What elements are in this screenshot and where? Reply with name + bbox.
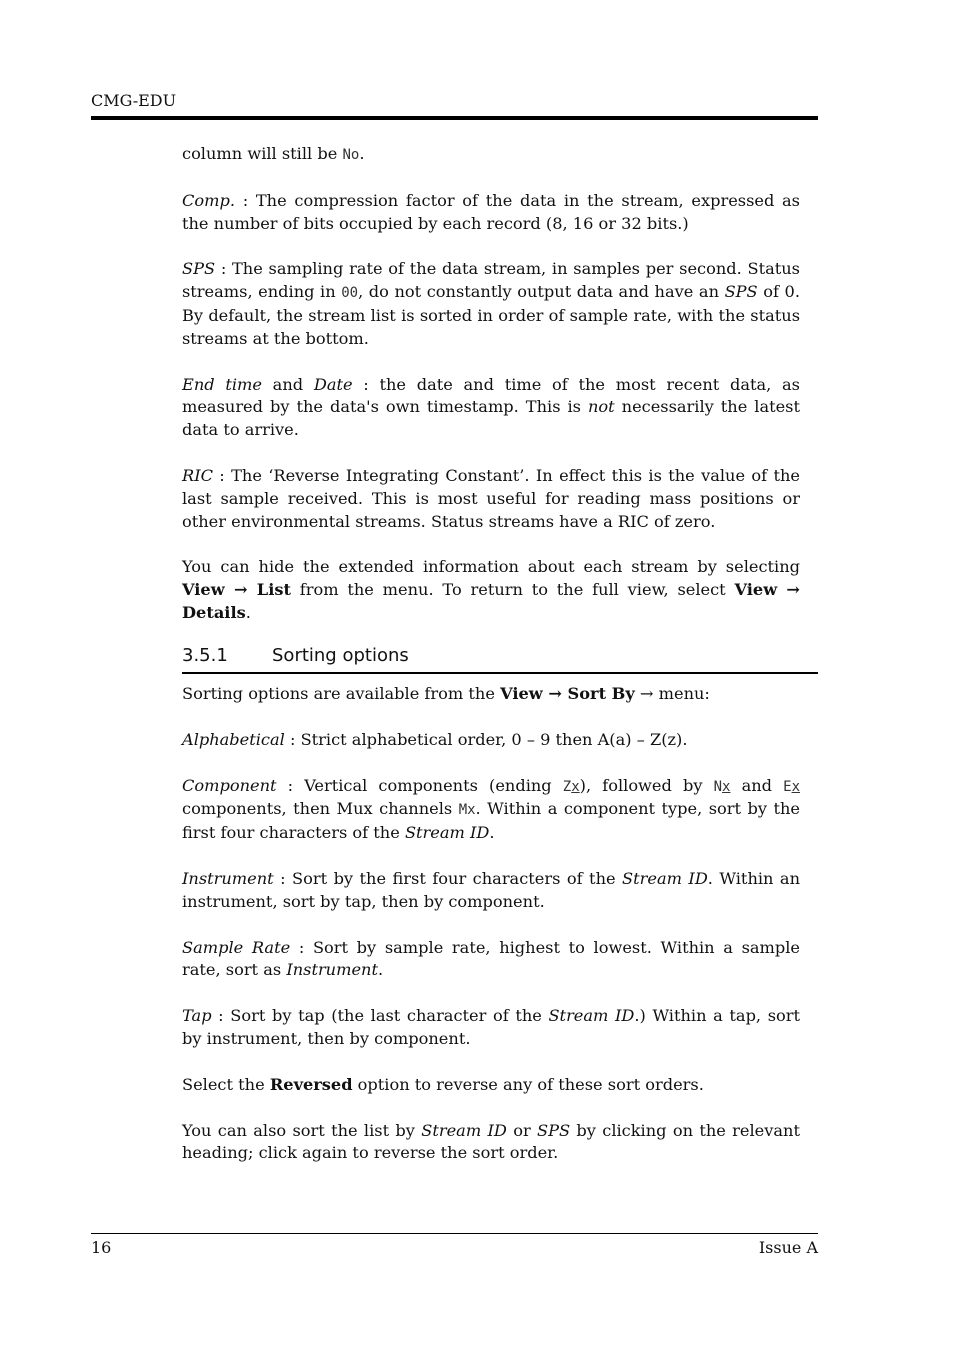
term-comp: Comp. xyxy=(182,190,235,210)
section-title: Sorting options xyxy=(272,645,409,666)
text: .) Within a tap, sort by instrument, then by component. xyxy=(182,1006,800,1048)
paragraph-hide-info xyxy=(182,556,800,624)
term-instrument: Instrument xyxy=(182,868,274,888)
term-stream-id: Stream ID xyxy=(548,1006,635,1026)
option-reversed: Reversed xyxy=(269,1074,353,1094)
text: : The sampling rate of the data stream, in samples per second. Status streams, ending in xyxy=(182,259,800,302)
paragraph-instrument xyxy=(182,868,800,914)
paragraph-tap xyxy=(182,1005,800,1051)
text: You can also sort the list by xyxy=(182,1120,422,1140)
text: components, then Mux channels xyxy=(182,799,459,819)
term-instrument: Instrument xyxy=(286,960,378,980)
paragraph-comp xyxy=(182,190,800,236)
text: necessarily the latest data to arrive. xyxy=(182,397,800,440)
paragraph-sort-intro xyxy=(182,683,800,706)
text: column will still be xyxy=(182,144,343,163)
body-text-upper xyxy=(182,143,800,648)
section-heading xyxy=(182,645,818,666)
paragraph-reversed xyxy=(182,1074,800,1097)
text: : Vertical components (ending xyxy=(276,775,563,795)
text: : Strict alphabetical order, 0 – 9 then A(a) – Z(z). xyxy=(284,729,688,749)
code-part: x xyxy=(722,778,731,795)
issue-label: Issue A xyxy=(758,1238,818,1257)
code-no: No xyxy=(342,147,360,163)
paragraph-no-column xyxy=(182,143,800,167)
body-text-lower xyxy=(182,683,800,1188)
term-sps: SPS xyxy=(724,282,758,302)
code-part: N xyxy=(713,778,723,795)
term-ric: RIC xyxy=(182,465,213,485)
code-ex xyxy=(783,779,800,795)
text: by clicking on the relevant heading; click again to reverse the sort order. xyxy=(182,1120,800,1163)
term-sps: SPS xyxy=(537,1120,571,1140)
paragraph-heading-sort xyxy=(182,1120,800,1166)
term-component: Component xyxy=(182,775,277,795)
term-stream-id: Stream ID xyxy=(421,1120,507,1140)
code-part: x xyxy=(571,778,580,795)
text: : The compression factor of the data in the stream, expressed as the number of bits occupied by each record (8, 16 or 32 bits.) xyxy=(182,190,800,233)
text: You can hide the extended information about each stream by selecting xyxy=(182,557,800,577)
code-mx: Mx xyxy=(458,802,476,819)
menu-view-list: View → List xyxy=(182,580,291,600)
code-part: E xyxy=(783,778,792,795)
text: from the menu. To return to the full view, select xyxy=(290,580,735,600)
code-00: 00 xyxy=(341,285,359,302)
text: or xyxy=(506,1120,538,1140)
header-rule xyxy=(91,116,818,120)
code-part: x xyxy=(791,778,800,795)
term-date: Date xyxy=(313,374,353,394)
text: . Within an instrument, sort by tap, then by component. xyxy=(182,868,801,911)
term-alphabetical: Alphabetical xyxy=(182,729,285,749)
menu-view-details: View → Details xyxy=(182,580,800,622)
text: : Sort by tap (the last character of the xyxy=(211,1006,549,1026)
footer-rule xyxy=(91,1233,818,1234)
paragraph-sample-rate xyxy=(182,937,800,983)
running-header: CMG-EDU xyxy=(91,91,177,110)
text: . xyxy=(377,960,384,980)
text: . xyxy=(359,144,365,163)
text: . xyxy=(489,823,495,843)
term-tap: Tap xyxy=(182,1006,212,1026)
menu-view-sort-by: View → Sort By xyxy=(500,684,635,703)
paragraph-sps xyxy=(182,258,800,350)
text: . Within a component type, sort by the first four characters of the xyxy=(182,799,800,843)
section-rule xyxy=(182,672,818,674)
term-stream-id: Stream ID xyxy=(404,823,490,843)
term-sample-rate: Sample Rate xyxy=(182,937,291,957)
section-number: 3.5.1 xyxy=(182,645,228,666)
text: → menu: xyxy=(634,684,710,703)
text: of 0. By default, the stream list is sorted in order of sample rate, with the status streams at the bottom. xyxy=(182,282,800,348)
term-sps: SPS xyxy=(182,259,216,279)
text: option to reverse any of these sort orders. xyxy=(352,1074,704,1094)
paragraph-component xyxy=(182,775,800,845)
emphasis-not: not xyxy=(587,397,615,417)
text: Sorting options are available from the xyxy=(182,684,501,703)
paragraph-ric xyxy=(182,465,800,533)
paragraph-end-time xyxy=(182,374,800,442)
code-part: Z xyxy=(562,778,572,795)
text: ), followed by xyxy=(579,775,714,795)
text: , do not constantly output data and have an xyxy=(358,282,725,302)
paragraph-alphabetical xyxy=(182,729,800,752)
text: : Sort by sample rate, highest to lowest. Within a sample rate, sort as xyxy=(182,937,800,980)
page-number: 16 xyxy=(91,1238,112,1257)
text: and xyxy=(261,374,314,394)
text: Select the xyxy=(182,1074,270,1094)
text: : the date and time of the most recent data, as measured by the data's own timestamp. This is xyxy=(182,374,800,417)
text: : Sort by the first four characters of the xyxy=(273,868,623,888)
text: : The ‘Reverse Integrating Constant’. In effect this is the value of the last sample received. This is most useful for reading mass positions or other environmental streams. Status streams have a RIC of zero. xyxy=(182,465,800,531)
term-end-time: End time xyxy=(182,374,262,394)
text: and xyxy=(730,775,784,795)
text: . xyxy=(245,602,251,622)
code-zx xyxy=(563,779,580,795)
code-nx xyxy=(714,779,731,795)
term-stream-id: Stream ID xyxy=(622,868,708,888)
